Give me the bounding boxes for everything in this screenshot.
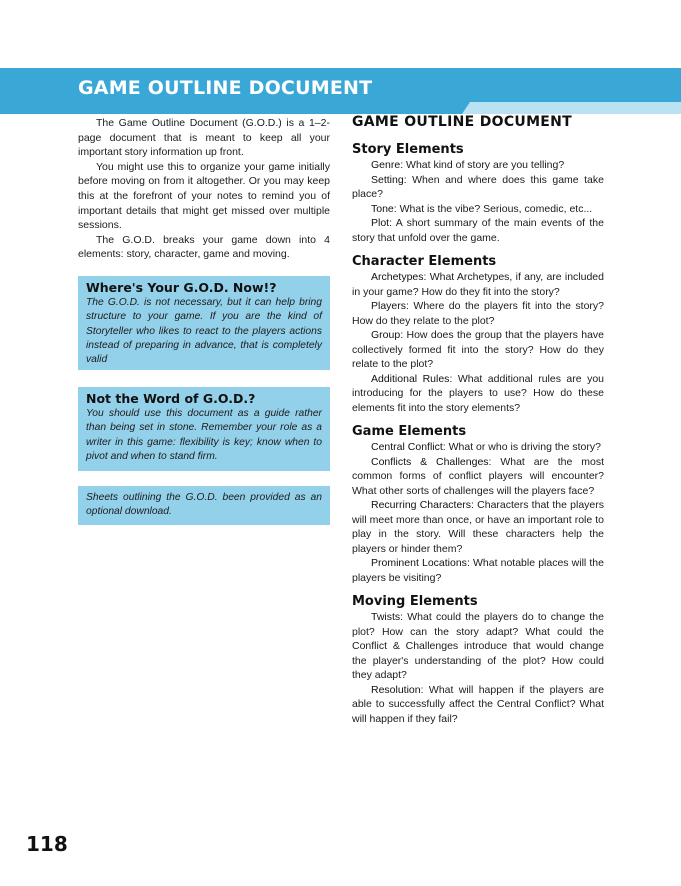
entry-text: Where do the players fit into the story? How do they relate to the plot?: [352, 300, 604, 327]
callout-text: Sheets outlining the G.O.D. been provided as an optional download.: [86, 492, 322, 518]
entry-term: Recurring Characters: [371, 499, 472, 511]
entry-term: Setting: [371, 173, 404, 186]
game-elements-section: [352, 424, 604, 585]
entry-text: Characters that the players will meet more than once, or have an important role to play in the story. Will these characters help the players or hinder them?: [352, 499, 604, 555]
intro-column: [78, 116, 330, 262]
entry: Group: How does the group that the players have collectively formed fit into the story? How do they relate to the plot?: [352, 329, 605, 370]
intro-paragraph: You might use this to organize your game initially before moving on from it altogether. Or you may keep this at the forefront of your notes to remind you of important details that might get missed over multiple sessions.: [78, 160, 330, 232]
entry-term: Additional Rules: [371, 372, 450, 385]
callout-text: You should use this document as a guide rather than being set in stone. Remember your role as a writer in this game: flexibility is key; know when to pivot and when to stand firm.: [86, 408, 322, 462]
section-heading: Story Elements: [352, 142, 464, 157]
entry-term: Twists: [371, 611, 401, 623]
entry-term: Conflicts & Challenges: [371, 455, 489, 468]
character-elements-section: [352, 254, 604, 415]
callout-box: [78, 486, 330, 525]
entry: Recurring Characters: Characters that the players will meet more than once, or have an important role to play in the story. Will these characters help the players or hinder them?: [352, 499, 604, 555]
entry-term: Group: [371, 329, 401, 341]
entry-text: How does the group that the players have collectively formed fit into the story? How do they relate to the plot?: [352, 329, 605, 370]
entry-term: Tone: [371, 202, 394, 215]
callout-box: [78, 276, 330, 370]
outline-column: [352, 114, 604, 735]
entry-term: Plot: [371, 217, 390, 229]
intro-paragraph: The G.O.D. breaks your game down into 4 elements: story, character, game and moving.: [78, 233, 330, 261]
story-elements-section: [352, 142, 604, 245]
page-title: GAME OUTLINE DOCUMENT: [78, 77, 373, 99]
section-heading: Character Elements: [352, 254, 497, 269]
entry: Resolution: What will happen if the players are able to successfully affect the Central Conflict? What will happen if they fail?: [352, 683, 605, 725]
entry-text: What kind of story are you telling?: [406, 159, 565, 171]
entry-term: Archetypes: [371, 271, 424, 283]
entry-text: What Archetypes, if any, are included in your game? How do they fit into the story?: [352, 271, 604, 298]
entry: Plot: A short summary of the main events of the story that unfold over the game.: [352, 217, 604, 244]
entry-term: Central Conflict: [371, 441, 443, 453]
entry-text: What will happen if the players are able to successfully affect the Central Conflict? What will happen if they fail?: [352, 683, 605, 725]
entry: Central Conflict: What or who is driving the story?: [371, 441, 601, 453]
entry-term: Players: [371, 300, 407, 312]
entry-text: What or who is driving the story?: [448, 441, 601, 453]
entry-text: What are the most common forms of conflict players will encounter? What other sorts of challenges will the players face?: [352, 455, 604, 497]
intro-paragraph: The Game Outline Document (G.O.D.) is a 1–2-page document that is meant to keep all your important story information up front.: [78, 117, 330, 159]
section-heading: Moving Elements: [352, 594, 478, 609]
callout-title: Where's Your G.O.D. Now!?: [86, 280, 277, 295]
section-title: GAME OUTLINE DOCUMENT: [352, 114, 573, 130]
entry-term: Genre: [371, 159, 401, 171]
section-heading: Game Elements: [352, 424, 467, 439]
entry-text: What is the vibe? Serious, comedic, etc...: [399, 202, 593, 215]
entry: Setting: When and where does this game take place?: [352, 173, 604, 200]
entry-term: Resolution: [371, 683, 421, 696]
callout-title: Not the Word of G.O.D.?: [86, 391, 256, 406]
entry-term: Prominent Locations: [371, 557, 467, 569]
entry: Prominent Locations: What notable places will the players be visiting?: [352, 557, 604, 584]
entry: Additional Rules: What additional rules are you introducing for the players to use? How do these elements fit into the story elements?: [352, 372, 604, 414]
title-banner: [0, 68, 681, 114]
entry: Archetypes: What Archetypes, if any, are included in your game? How do they fit into the story?: [352, 271, 604, 298]
entry-text: A short summary of the main events of the story that unfold over the game.: [352, 217, 604, 244]
entry: Tone: What is the vibe? Serious, comedic, etc...: [371, 202, 593, 215]
entry: Players: Where do the players fit into the story? How do they relate to the plot?: [352, 300, 604, 327]
callout-box: [78, 387, 330, 471]
entry-text: When and where does this game take place?: [352, 173, 604, 200]
callout-text: The G.O.D. is not necessary, but it can help bring structure to your game. If you are the kind of Storyteller who likes to react to the players actions instead of preparing in advance, that is completely valid: [86, 297, 322, 366]
entry-text: What could the players do to change the plot? How can the story adapt? What could the Conflict & Challenges introduce that would change the player's understanding of the plot? How could they adapt?: [352, 611, 604, 681]
page-number: 118: [26, 832, 68, 856]
entry: Genre: What kind of story are you telling?: [371, 159, 565, 171]
entry: Conflicts & Challenges: What are the most common forms of conflict players will encounter? What other sorts of challenges will the players face?: [352, 455, 604, 497]
entry-text: What additional rules are you introducing for the players to use? How do these elements fit into the story elements?: [352, 372, 604, 414]
moving-elements-section: [352, 594, 604, 726]
entry: Twists: What could the players do to change the plot? How can the story adapt? What could the Conflict & Challenges introduce that would change the player's understanding of the plot? How could they adapt?: [352, 611, 604, 681]
entry-text: What notable places will the players be visiting?: [352, 557, 604, 584]
